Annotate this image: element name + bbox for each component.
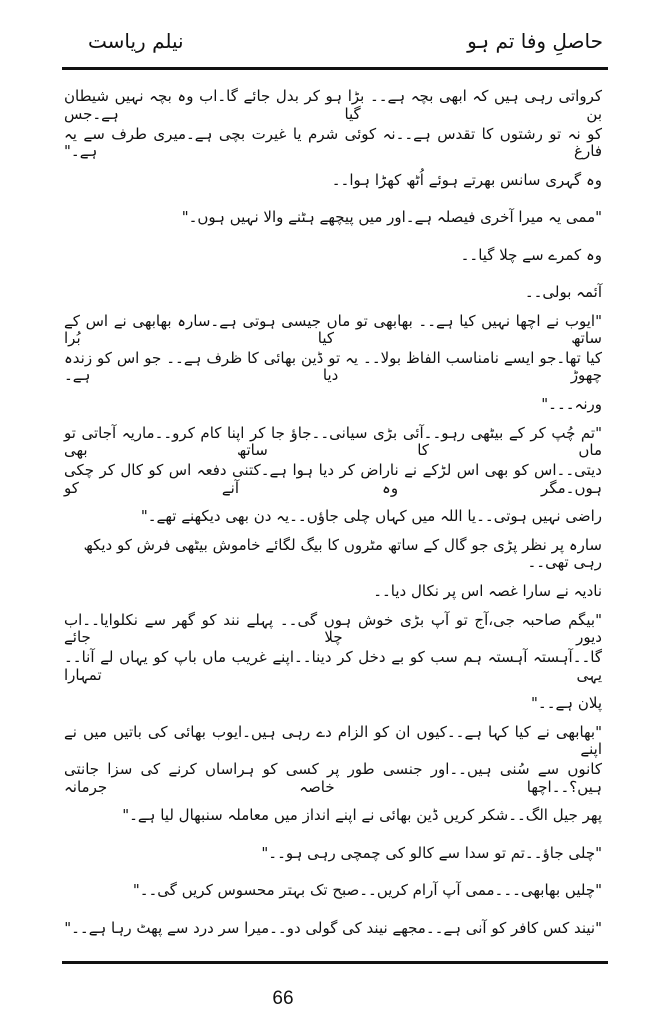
text-line	[64, 199, 602, 236]
text-line	[64, 461, 602, 498]
text-line-content: "چلیں بھابھی۔۔۔ممی آپ آرام کریں۔۔صبح تک بہتر محسوس کریں گی۔۔"	[132, 881, 602, 900]
text-line	[64, 723, 602, 760]
text-line-content: راضی نہیں ہوتی۔۔یا اللہ میں کہاں چلی جاؤں۔۔یہ دن بھی دیکھنے تھے۔"	[140, 507, 602, 526]
text-line	[64, 349, 602, 386]
text-line-content: "چلی جاؤ۔۔تم تو سدا سے کالو کی چمچی رہی ہو۔۔"	[261, 843, 602, 862]
text-line	[64, 424, 602, 461]
text-line	[64, 910, 602, 947]
text-line	[64, 797, 602, 834]
text-line-content: کانوں سے سُنی ہیں۔۔اور جنسی طور پر کسی کو ہراساں کرنے کی سزا جانتی ہیں؟۔۔اچھا خاصہ جرمانہ	[64, 760, 602, 796]
text-line-content: آئمہ بولی۔۔	[524, 282, 602, 301]
text-line	[64, 498, 602, 535]
text-line-content: وہ گہری سانس بھرتے ہوئے اُٹھ کھڑا ہوا۔۔	[331, 170, 602, 189]
text-line-content: نادیہ نے سارا غصہ اس پر نکال دیا۔۔	[373, 582, 602, 601]
text-line	[64, 87, 602, 124]
text-line	[64, 274, 602, 311]
text-line-content: سارہ پر نظر پڑی جو گال کے ساتھ مٹروں کا بیگ لگائے خاموش بیٹھی فرش کو دیکھ رہی تھی۔۔	[83, 535, 602, 572]
text-line	[64, 573, 602, 610]
text-line	[64, 835, 602, 872]
text-line	[64, 685, 602, 722]
text-line-content: کیا تھا۔جو ایسے نامناسب الفاظ بولا۔۔ یہ تو ڈین بھائی کا ظرف ہے۔۔ جو اس کو زندہ چھوڑ دیا ہے۔	[64, 348, 602, 385]
text-line-content: کو نہ تو رشتوں کا تقدس ہے۔۔نہ کوئی شرم یا غیرت بچی ہے۔میری طرف سے یہ فارغ ہے۔"	[64, 124, 602, 161]
text-line	[64, 760, 602, 797]
text-line-content: "ممی یہ میرا آخری فیصلہ ہے۔اور میں پیچھے ہٹنے والا نہیں ہوں۔"	[181, 208, 602, 227]
footer-divider	[62, 961, 608, 964]
text-line-content: دیتی۔۔اس کو بھی اس لڑکے نے ناراض کر دیا ہوا ہے۔کتنی دفعہ اس کو کال کر چکی ہوں۔مگر وہ آنے کو	[64, 461, 602, 497]
text-line	[64, 610, 602, 647]
text-line-content: کرواتی رہی ہیں کہ ابھی بچہ ہے۔۔ بڑا ہو کر بدل جائے گا۔اب وہ بچہ نہیں شیطان بن گیا ہے۔جس	[64, 87, 602, 123]
text-line	[64, 311, 602, 348]
text-line	[64, 536, 602, 573]
text-line	[64, 648, 602, 685]
author-name: نیلم ریاست	[88, 29, 184, 53]
text-line-content: پلان ہے۔۔"	[531, 694, 602, 713]
text-line-content: "بھابھی نے کیا کہا ہے۔۔کیوں ان کو الزام دے رہی ہیں۔ایوب بھائی کی باتیں میں نے اپنے	[64, 722, 602, 759]
book-title: حاصلِ وفا تم ہو	[467, 29, 603, 53]
text-line-content: گا۔۔آہستہ آہستہ ہم سب کو بے دخل کر دینا۔۔اپنے غریب ماں باپ کو یہاں لے آنا۔۔یہی تمہارا	[64, 648, 602, 684]
text-line	[64, 237, 602, 274]
header-divider	[62, 67, 608, 70]
text-line-content: ورنہ۔۔۔"	[541, 395, 602, 414]
text-line-content: پھر جیل الگ۔۔شکر کریں ڈین بھائی نے اپنے انداز میں معاملہ سنبھال لیا ہے۔"	[122, 806, 602, 825]
text-line-content: وہ کمرے سے چلا گیا۔۔	[460, 245, 602, 264]
text-line	[64, 872, 602, 909]
text-line-content: "بیگم صاحبہ جی،آج تو آپ بڑی خوش ہوں گی۔۔ پہلے نند کو گھر سے نکلوایا۔۔اب دیور چلا جائے	[64, 610, 602, 647]
text-line-content: "تم چُپ کر کے بیٹھی رہو۔۔آئی بڑی سیانی۔۔جاؤ جا کر اپنا کام کرو۔۔ماریہ آجاتی تو ماں کا ساتھ بھی	[64, 423, 602, 460]
text-line-content: "نیند کس کافر کو آنی ہے۔۔مجھے نیند کی گولی دو۔۔میرا سر درد سے پھٹ رہا ہے۔۔"	[64, 918, 602, 937]
text-line	[64, 124, 602, 161]
text-line	[64, 386, 602, 423]
page-number: 66	[272, 988, 294, 1009]
page-body-text	[64, 87, 602, 947]
text-line	[64, 162, 602, 199]
text-line-content: "ایوب نے اچھا نہیں کیا ہے۔۔ بھابھی تو ماں جیسی ہوتی ہے۔سارہ بھابھی نے اس کے ساتھ کیا بُرا	[64, 311, 602, 348]
